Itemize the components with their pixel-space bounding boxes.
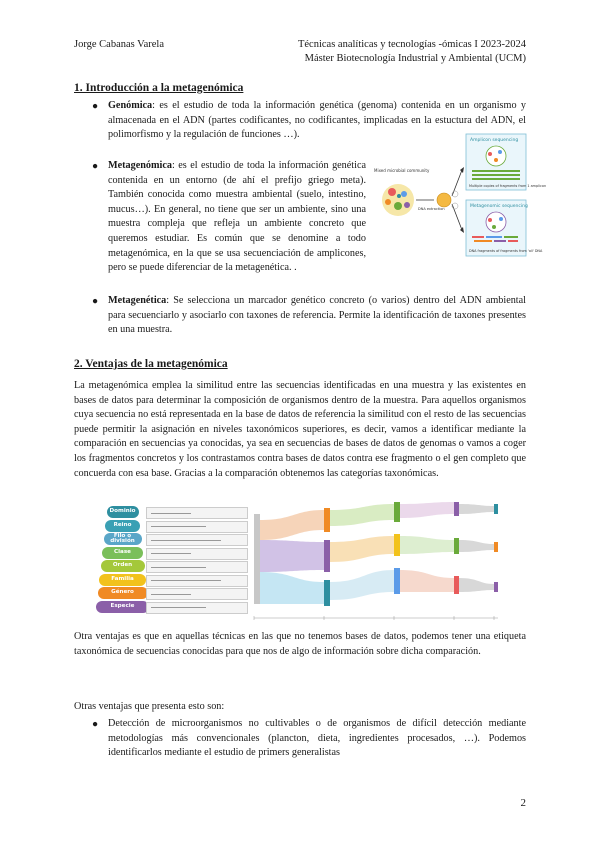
taxonomy-description-bar (146, 588, 248, 600)
taxonomy-level (88, 560, 248, 572)
taxonomy-level-label: Orden (101, 560, 145, 572)
section2-title: 2. Ventajas de la metagenómica (74, 358, 228, 370)
taxonomy-level (88, 547, 248, 559)
taxonomy-description-bar (146, 548, 248, 560)
term-metagenomica: Metagenómica (108, 160, 172, 171)
figure-mid-label: DNA extraction (418, 207, 445, 211)
taxonomy-description-bar (146, 507, 248, 519)
taxonomy-sankey (254, 500, 526, 624)
figure-bottom-title: Metagenomic sequencing (470, 204, 528, 209)
page-number: 2 (520, 797, 526, 809)
header-course (298, 38, 526, 66)
taxonomy-description-bar (146, 561, 248, 573)
taxonomy-description-bar (146, 575, 248, 587)
text-genomica: : es el estudio de toda la información genética (genoma) contenida en un organismo y almacenada en el ADN (partes codificantes, no codificantes, implicadas en la estuctura del ADN, el polimorfismo y la regulación de funciones …). (108, 100, 526, 141)
taxonomy-description-bar (146, 534, 248, 546)
taxonomy-level-label: Familia (99, 574, 146, 586)
taxonomy-level (88, 574, 248, 586)
term-genomica: Genómica (108, 100, 153, 111)
bullet-dot: ● (92, 161, 99, 172)
header-author: Jorge Cabanas Varela (74, 39, 164, 50)
taxonomy-description-bar (146, 521, 248, 533)
taxonomy-level-label: Reino (105, 520, 140, 532)
taxonomy-level-label: Filo o división (104, 533, 142, 545)
taxonomy-level (88, 601, 248, 613)
figure-left-label: Mixed microbial community (374, 168, 430, 173)
text-metagenetica: : Se selecciona un marcador genético concreto (o varios) dentro del ADN ambiental para secuenciarlo y asociarlo con taxones de referencia. Permite la identificación de taxones presentes en una muestra. (108, 295, 526, 336)
bullet-deteccion: Detección de microorganismos no cultivables o de organismos de difícil detección mediante metodologías más convencionales (plancton, dieta, ingredientes procesados, …). Podemos identificarlos mediante el estudio de primers generalistas (108, 718, 526, 759)
figure-bottom-caption: DNA fragments of fragments from 'all' DNA (469, 249, 543, 253)
sequencing-figure (372, 130, 547, 260)
section2-paragraph-1: La metagenómica emplea la similitud entre las secuencias identificadas en una muestra y las existentes en bases de datos para determinar la composición de organismos dentro de la muestra. Para aquellos organismos cuya secuencia no está representada en la base de datos de referencia la similitud con el resto de las secuencias puede permitir la asignación en niveles taxonómicos superiores, es decir, vamos a identificar mediante la comparación en secuencias ya conocidas, ya sea en secuencias de bases de datos de genomas o vamos a coger los fragmentos concretos y los contrastamos contra bases de datos contra ese fragmento o el gen completo que concuerda con esa base. Gracias a la comparación obtenemos las categorías taxonómicas. (74, 380, 526, 479)
figure-top-caption: Multiple copies of fragments from 1 amplicon (469, 184, 547, 188)
bullet-dot: ● (92, 719, 99, 730)
taxonomy-level-label: Dominio (107, 506, 139, 518)
taxonomy-level (88, 506, 248, 518)
taxonomy-pyramid (88, 506, 248, 618)
term-metagenetica: Metagenética (108, 295, 167, 306)
taxonomy-level (88, 587, 248, 599)
header-program: Máster Biotecnología Industrial y Ambiental (UCM) (304, 53, 526, 64)
bullet-metagenomica (108, 159, 366, 276)
microbial-community (382, 184, 414, 216)
taxonomy-level (88, 520, 248, 532)
figure-top-title: Amplicon sequencing (470, 138, 519, 143)
text-metagenomica: : es el estudio de toda la información genética contenida en un entorno (de ahí el prefijo griego meta). También conocida como muestra ambiental (suelo, intestino, mucus…). En general, no tiene que ser un ambiente, sino una muestra compleja que refleja un ambiente concreto que queremos estudiar. Es común que se denomine a todo metagenómica, en la que se usa secuenciación de amplicones, pero se puede diferenciar de la metagenética. . (108, 160, 366, 274)
section1-title: 1. Introducción a la metagenómica (74, 82, 244, 94)
section2-paragraph-3: Otras ventajas que presenta esto son: (74, 701, 225, 712)
section2-paragraph-2: Otra ventajas es que en aquellas técnicas en las que no tenemos bases de datos, podemos tener una etiqueta taxonómica de secuencias conocidas para que nos de algo de información sobre dicha comparación. (74, 631, 526, 657)
taxonomy-level-label: Especie (96, 601, 149, 613)
bullet-dot: ● (92, 101, 99, 112)
bullet-dot: ● (92, 296, 99, 307)
taxonomy-level-label: Género (98, 587, 148, 599)
bullet-metagenetica (108, 294, 526, 338)
taxonomy-level-label: Clase (102, 547, 143, 559)
taxonomy-description-bar (146, 602, 248, 614)
taxonomy-level (88, 533, 248, 545)
header-course-title: Técnicas analíticas y tecnologías -ómicas I 2023-2024 (297, 39, 526, 50)
